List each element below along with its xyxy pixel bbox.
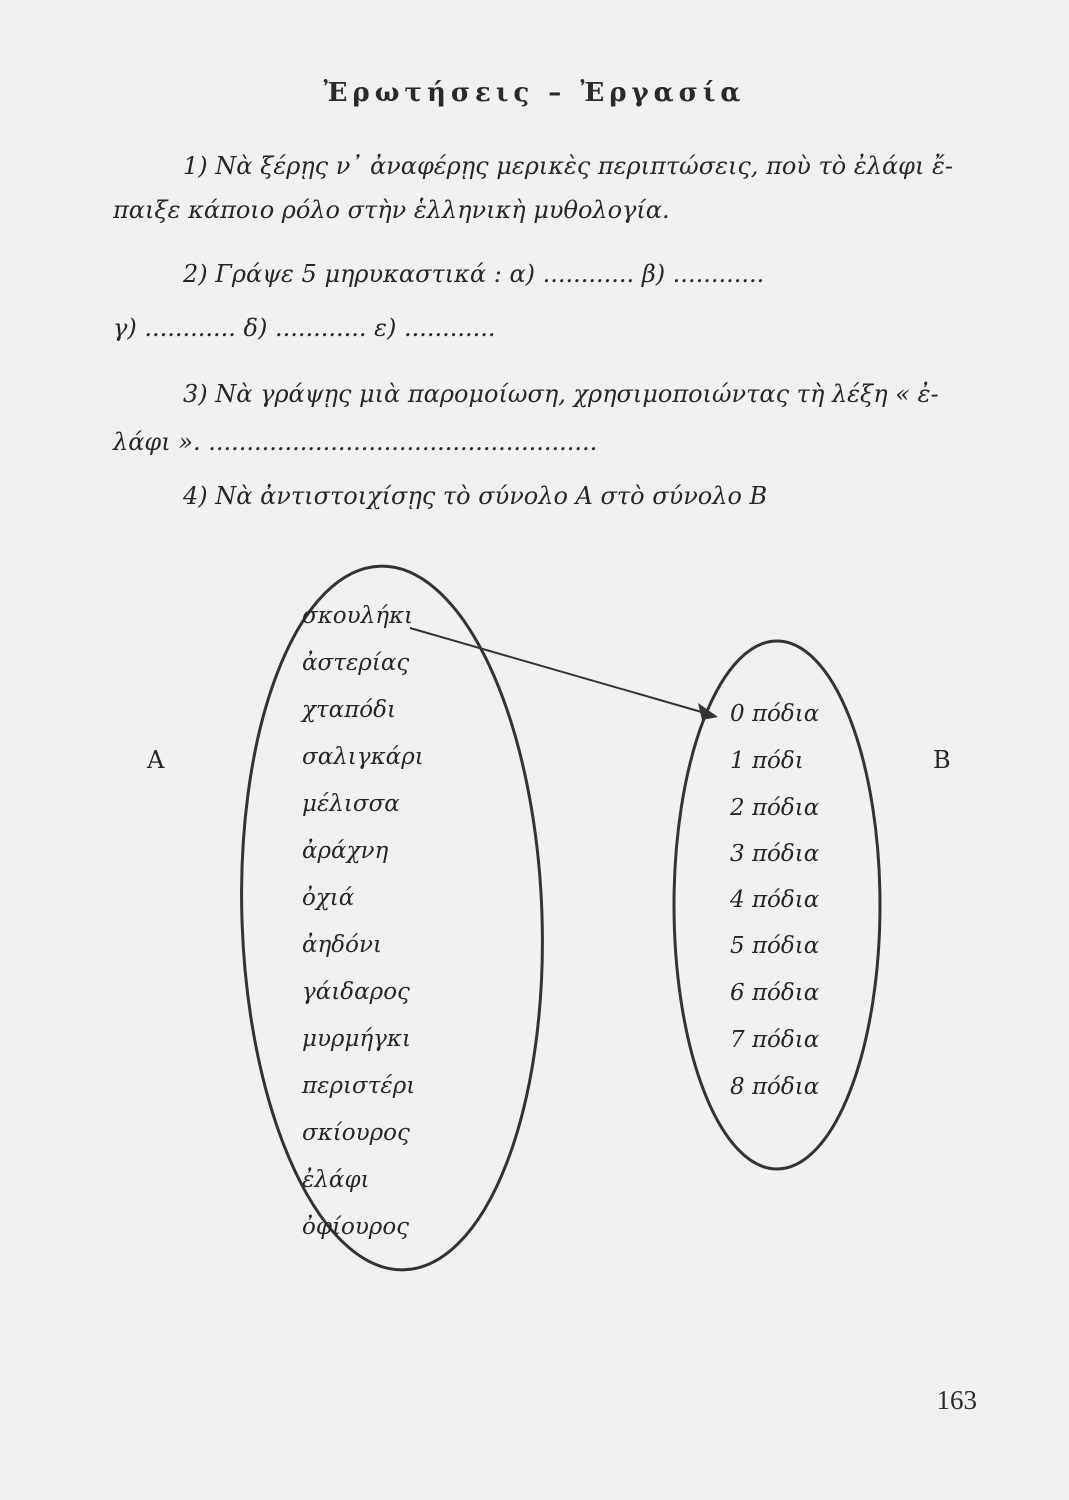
question-4-line-1: 4) Νὰ ἀντιστοιχίσῃς τὸ σύνολο Α στὸ σύνολο Β [183,482,768,510]
set-a-item: σαλιγκάρι [302,744,424,770]
set-b-item: 6 πόδια [730,980,820,1006]
set-a-item: μέλισσα [302,791,400,817]
question-2-line-1: 2) Γράψε 5 μηρυκαστικά : α) ............ β) ............ [183,260,765,288]
question-3-line-1: 3) Νὰ γράψῃς μιὰ παρομοίωση, χρησιμοποιώντας τὴ λέξη « ἐ- [183,380,939,408]
set-a-item: ἀηδόνι [302,932,383,958]
set-b-item: 2 πόδια [730,795,820,821]
example-mapping-arrow [410,628,705,713]
set-a-item: γάιδαρος [302,979,410,1005]
set-a-item: ἐλάφι [302,1167,370,1193]
question-3-line-2: λάφι ». ................................................... [113,428,598,456]
question-1-line-2: παιξε κάποιο ρόλο στὴν ἑλληνικὴ μυθολογία. [113,196,670,224]
set-b-item: 5 πόδια [730,933,820,959]
question-1-line-1: 1) Νὰ ξέρῃς ν᾽ ἀναφέρῃς μερικὲς περιπτώσεις, ποὺ τὸ ἐλάφι ἔ- [183,152,953,180]
set-a-item: ὀφίουρος [302,1214,410,1240]
set-a-item: ἀράχνη [302,838,389,864]
page-number: 163 [936,1385,977,1415]
question-2-line-2: γ) ............ δ) ............ ε) ............ [113,314,496,342]
set-b-label: Β [933,746,951,774]
set-b-item: 8 πόδια [730,1074,820,1100]
set-a-item: σκουλήκι [302,603,414,629]
set-a-item: μυρμήγκι [302,1026,412,1052]
set-a-item: ἀστερίας [302,650,410,676]
set-b-item: 1 πόδι [730,748,804,774]
set-b-item: 7 πόδια [730,1027,820,1053]
set-b-item: 4 πόδια [730,887,820,913]
set-a-item: σκίουρος [302,1120,410,1146]
set-a-label: Α [147,746,165,774]
page-title: Ἐρωτήσεις – Ἐργασία [323,78,746,108]
set-b-item: 3 πόδια [730,841,820,867]
set-b-item: 0 πόδια [730,701,820,727]
set-a-item: περιστέρι [302,1073,416,1099]
set-a-item: χταπόδι [302,697,397,723]
set-a-item: ὀχιά [302,885,355,911]
